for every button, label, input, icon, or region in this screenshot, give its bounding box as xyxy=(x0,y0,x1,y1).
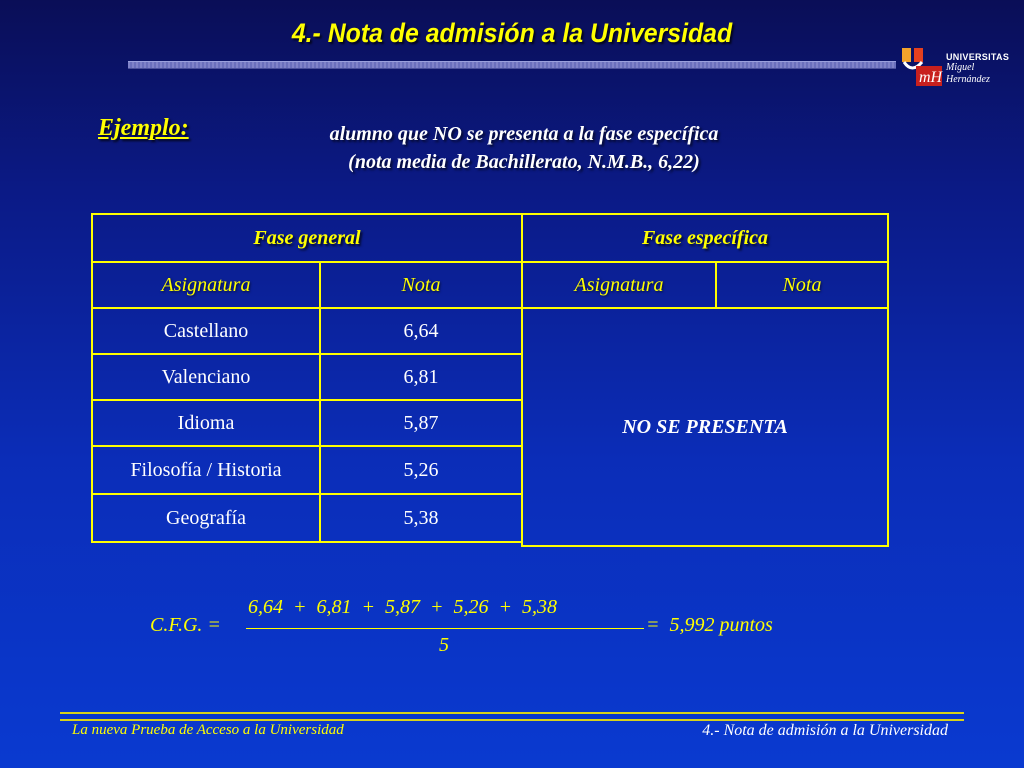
grade-cell: 5,26 xyxy=(320,446,522,494)
example-label: Ejemplo: xyxy=(98,115,189,141)
table-row xyxy=(92,400,522,446)
fase-especifica-header: Fase específica xyxy=(522,214,888,262)
no-se-presenta-cell: NO SE PRESENTA xyxy=(522,308,888,546)
fase-general-header: Fase general xyxy=(92,214,522,262)
footer-divider xyxy=(60,712,964,721)
grade-cell: 6,64 xyxy=(320,308,522,354)
col-header-asignatura: Asignatura xyxy=(92,262,320,308)
logo-universitas: UNIVERSITAS xyxy=(946,52,1010,62)
logo-name xyxy=(946,62,990,86)
formula-lhs: C.F.G. = xyxy=(150,614,221,636)
grade-cell: 5,87 xyxy=(320,400,522,446)
table-row xyxy=(92,354,522,400)
footer-left-text: La nueva Prueba de Acceso a la Universidad xyxy=(72,722,344,738)
grade-cell: 5,38 xyxy=(320,494,522,542)
grade-cell: 6,81 xyxy=(320,354,522,400)
fase-especifica-table xyxy=(521,213,889,547)
col-header-nota: Nota xyxy=(716,262,888,308)
table-row xyxy=(92,494,522,542)
formula-result: = 5,992 puntos xyxy=(646,614,773,636)
subject-cell: Valenciano xyxy=(92,354,320,400)
footer-right-text: 4.- Nota de admisión a la Universidad xyxy=(702,722,948,739)
col-header-nota: Nota xyxy=(320,262,522,308)
formula-numerator: 6,64 + 6,81 + 5,87 + 5,26 + 5,38 xyxy=(248,596,557,618)
slide-title: 4.- Nota de admisión a la Universidad xyxy=(291,18,733,48)
subject-cell: Idioma xyxy=(92,400,320,446)
table-row xyxy=(92,446,522,494)
table-row xyxy=(92,308,522,354)
col-header-asignatura: Asignatura xyxy=(522,262,716,308)
logo-name-line1: Miguel xyxy=(946,62,975,73)
fase-general-table xyxy=(91,213,523,543)
title-divider xyxy=(128,61,896,69)
subject-cell: Filosofía / Historia xyxy=(92,446,320,494)
description-line1: alumno que NO se presenta a la fase específica xyxy=(329,123,719,145)
fraction-bar xyxy=(246,628,644,629)
example-description xyxy=(250,120,798,176)
description-line2: (nota media de Bachillerato, N.M.B., 6,22) xyxy=(348,151,700,173)
svg-text:mH: mH xyxy=(919,69,943,86)
formula-denominator: 5 xyxy=(439,634,449,656)
subject-cell: Castellano xyxy=(92,308,320,354)
logo-name-line2: Hernández xyxy=(946,74,990,85)
subject-cell: Geografía xyxy=(92,494,320,542)
